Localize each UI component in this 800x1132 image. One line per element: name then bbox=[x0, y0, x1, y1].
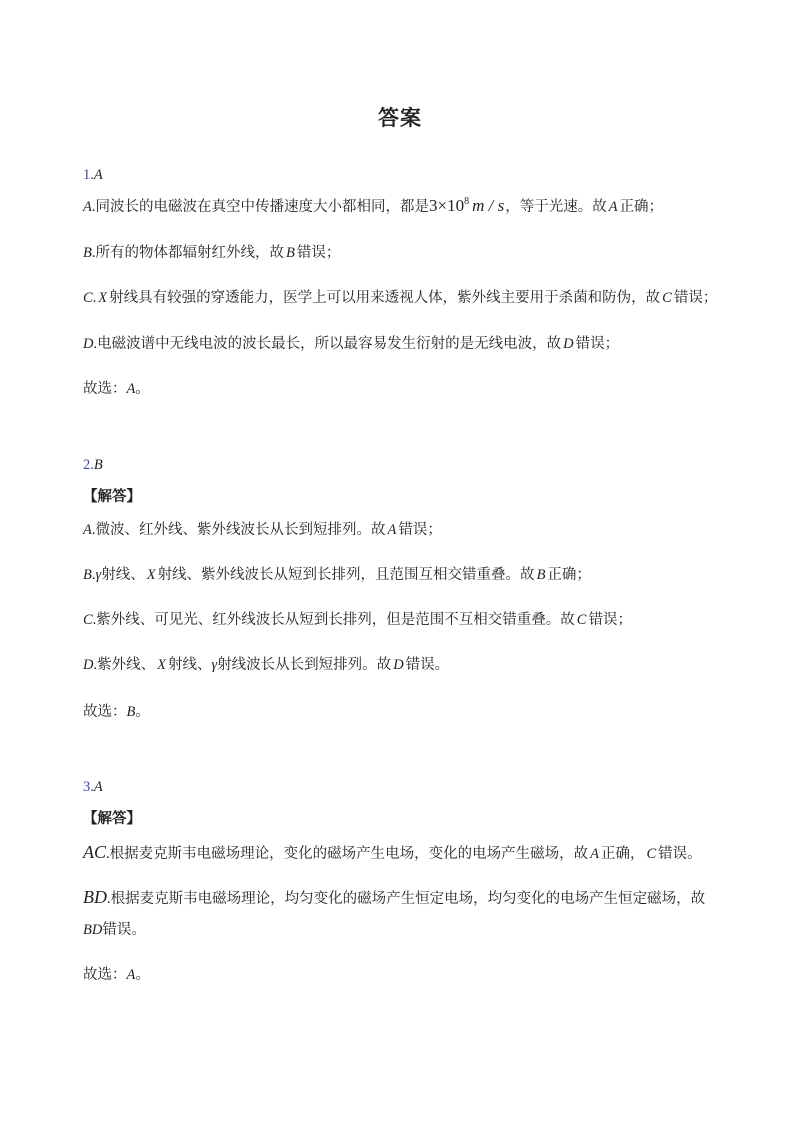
question-number: 2. bbox=[83, 457, 94, 473]
q2-solution-header: 【解答】 bbox=[83, 489, 141, 505]
gamma-symbol: γ bbox=[211, 657, 218, 673]
option-letter: D bbox=[83, 657, 94, 673]
explanation-text: . bbox=[91, 567, 96, 583]
variable-letter: X bbox=[146, 567, 156, 583]
option-letter: A bbox=[83, 199, 92, 215]
q1-label bbox=[83, 165, 103, 185]
variable-letter: A bbox=[608, 199, 618, 215]
option-letter: B bbox=[83, 567, 92, 583]
explanation-text: .紫外线、可见光、红外线波长从短到长排列，但是范围不互相交错重叠。故 bbox=[92, 612, 575, 628]
conclusion-text: 故选： bbox=[83, 967, 127, 983]
explanation-text: 正确， bbox=[601, 846, 645, 862]
explanation-text: 正确； bbox=[547, 567, 591, 583]
q1-conclusion bbox=[83, 379, 150, 399]
explanation-text: .根据麦克斯韦电磁场理论，均匀变化的磁场产生恒定电场，均匀变化的电场产生恒定磁场，故 bbox=[107, 891, 706, 907]
question-answer: A bbox=[93, 167, 103, 183]
explanation-text: .微波、红外线、紫外线波长从长到短排列。故 bbox=[91, 522, 386, 538]
explanation-text: 错误； bbox=[588, 612, 632, 628]
variable-letter: A bbox=[126, 967, 136, 983]
explanation-text: 错误； bbox=[398, 522, 442, 538]
variable-letter: B bbox=[285, 245, 295, 261]
option-letter: C bbox=[83, 612, 93, 628]
q1-option-b bbox=[83, 243, 340, 263]
gamma-symbol: γ bbox=[95, 567, 102, 583]
q1-option-c bbox=[83, 288, 717, 308]
conclusion-text: 故选： bbox=[83, 704, 127, 720]
option-letter: BD bbox=[83, 887, 107, 907]
variable-letter: X bbox=[98, 290, 108, 306]
explanation-text: .同波长的电磁波在真空中传播速度大小都相同，都是 bbox=[91, 199, 429, 215]
variable-letter: BD bbox=[83, 922, 103, 938]
q2-option-a bbox=[83, 520, 442, 540]
explanation-text: 射线、 bbox=[167, 657, 212, 673]
q2-option-b bbox=[83, 565, 591, 585]
explanation-text: .紫外线、 bbox=[93, 657, 156, 673]
variable-letter: A bbox=[590, 846, 599, 862]
formula-exponent: 8 bbox=[464, 196, 470, 207]
explanation-text: 射线具有较强的穿透能力，医学上可以用来透视人体，紫外线主要用于杀菌和防伪，故 bbox=[109, 290, 661, 306]
explanation-text: 射线、紫外线波长从短到长排列，且范围互相交错重叠。故 bbox=[157, 567, 535, 583]
variable-letter: X bbox=[157, 657, 166, 673]
explanation-text: . bbox=[92, 290, 97, 306]
q1-option-d bbox=[83, 334, 619, 354]
formula-base: 3×10 bbox=[428, 196, 465, 215]
variable-letter: B bbox=[536, 567, 546, 583]
conclusion-text: 故选： bbox=[83, 381, 127, 397]
question-answer: A bbox=[93, 779, 103, 795]
formula-unit: m / s bbox=[472, 196, 505, 215]
option-letter: C bbox=[83, 290, 93, 306]
q3-option-bd bbox=[83, 887, 705, 909]
explanation-text: 错误。 bbox=[102, 922, 146, 938]
question-number: 1. bbox=[83, 167, 94, 183]
variable-letter: D bbox=[393, 657, 404, 673]
option-letter: B bbox=[83, 245, 92, 261]
q1-option-a bbox=[83, 196, 663, 217]
variable-letter: A bbox=[126, 381, 136, 397]
variable-letter: C bbox=[662, 290, 672, 306]
q3-conclusion bbox=[83, 965, 150, 985]
variable-letter: A bbox=[387, 522, 397, 538]
speed-formula bbox=[429, 196, 504, 215]
explanation-text: .电磁波谱中无线电波的波长最长，所以最容易发生衍射的是无线电波，故 bbox=[93, 336, 562, 352]
explanation-text: 射线、 bbox=[101, 567, 145, 583]
explanation-text: .根据麦克斯韦电磁场理论，变化的磁场产生电场，变化的电场产生磁场，故 bbox=[106, 846, 589, 862]
question-answer: B bbox=[93, 457, 103, 473]
conclusion-text: 。 bbox=[135, 381, 150, 397]
q2-option-c bbox=[83, 610, 632, 630]
explanation-text: .所有的物体都辐射红外线，故 bbox=[91, 245, 284, 261]
q2-conclusion bbox=[83, 702, 150, 722]
q3-solution-header: 【解答】 bbox=[83, 811, 141, 827]
variable-letter: C bbox=[576, 612, 587, 628]
option-letter: A bbox=[83, 522, 92, 538]
q2-option-d bbox=[83, 655, 449, 675]
variable-letter: C bbox=[646, 846, 657, 862]
explanation-text: 错误； bbox=[673, 290, 718, 306]
variable-letter: D bbox=[563, 336, 574, 352]
explanation-text: 错误； bbox=[575, 336, 620, 352]
explanation-text: ，等于光速。故 bbox=[505, 199, 607, 215]
explanation-text: 正确； bbox=[619, 199, 664, 215]
conclusion-text: 。 bbox=[135, 967, 150, 983]
option-letter: AC bbox=[83, 842, 107, 862]
option-letter: D bbox=[83, 336, 94, 352]
q2-label bbox=[83, 455, 103, 475]
question-number: 3. bbox=[83, 779, 94, 795]
page-title: 答案 bbox=[378, 106, 422, 130]
q3-label bbox=[83, 777, 103, 797]
explanation-text: 射线波长从长到短排列。故 bbox=[217, 657, 392, 673]
q3-option-ac bbox=[83, 842, 702, 864]
q3-option-bd-continued bbox=[83, 920, 146, 940]
explanation-text: 错误； bbox=[296, 245, 341, 261]
variable-letter: B bbox=[126, 704, 136, 720]
explanation-text: 错误。 bbox=[405, 657, 450, 673]
conclusion-text: 。 bbox=[135, 704, 150, 720]
explanation-text: 错误。 bbox=[658, 846, 702, 862]
